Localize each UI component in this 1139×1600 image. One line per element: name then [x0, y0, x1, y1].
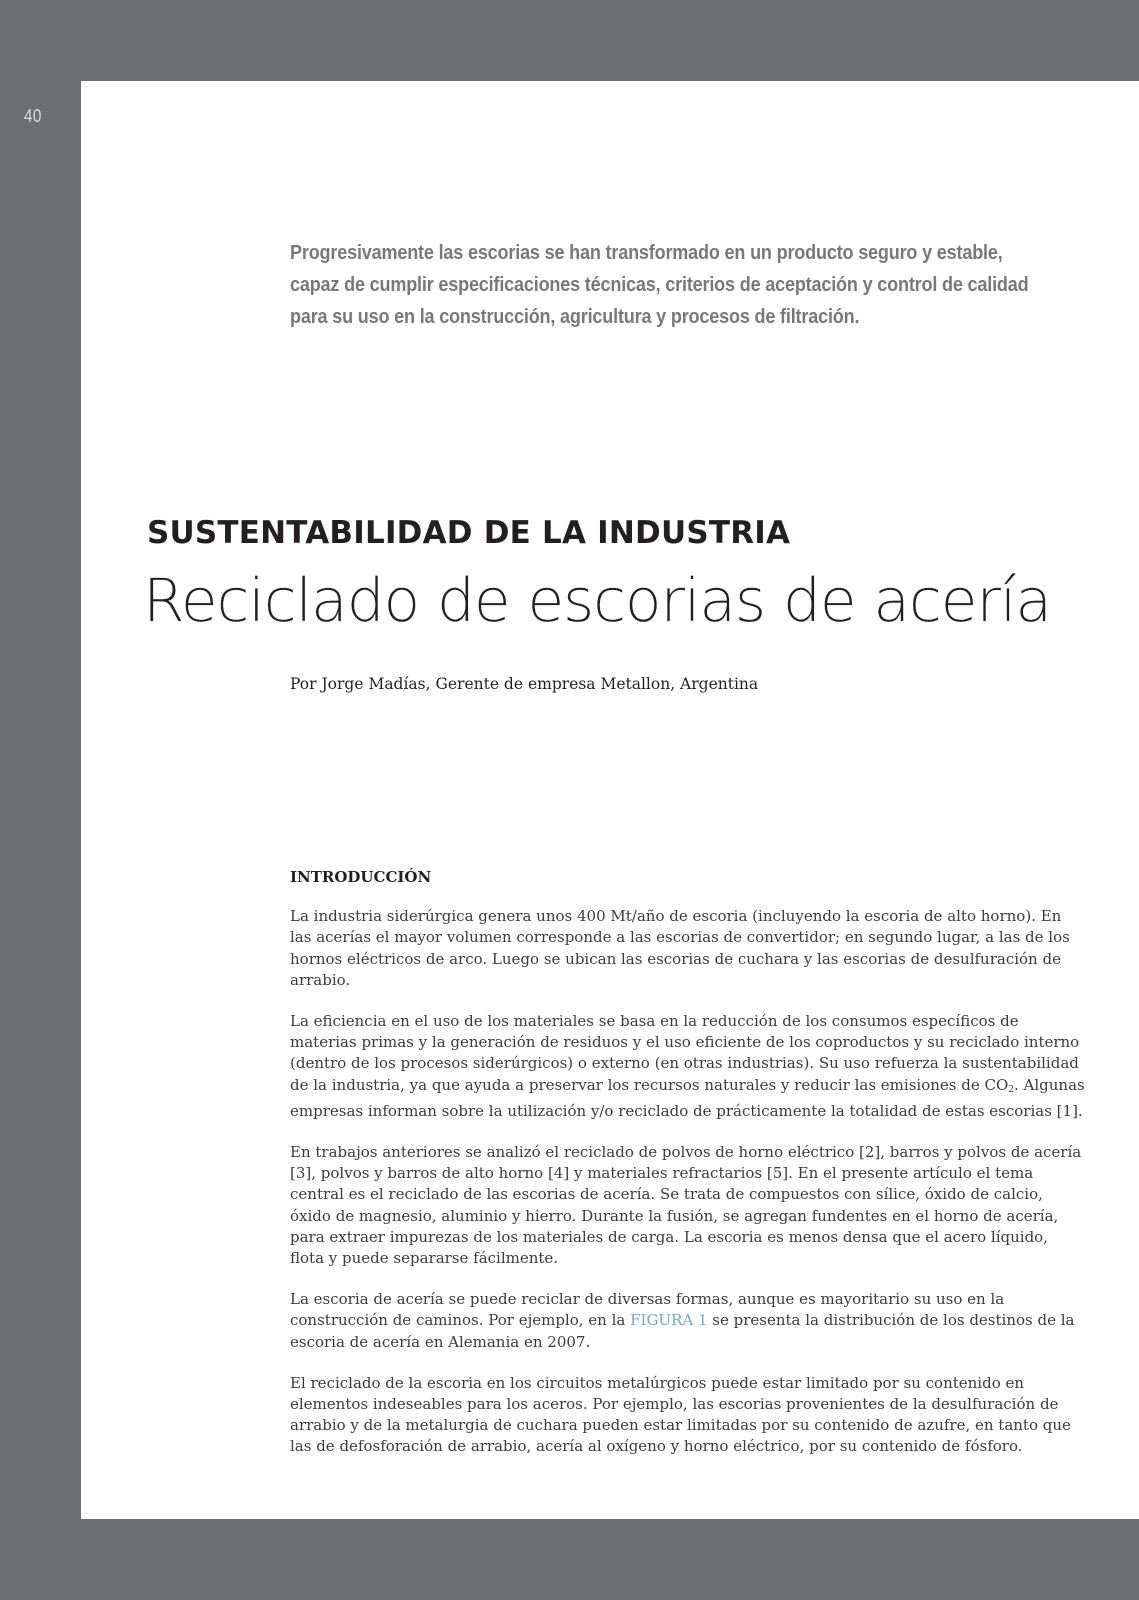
paragraph-5: El reciclado de la escoria en los circuitos metalúrgicos puede estar limitado por su contenido en elementos indeseables para los aceros. Por ejemplo, las escorias provenientes de la desulfuración de arrabio y de la metalurgia de cuchara pueden estar limitadas por su contenido de azufre, en tanto que las de defosforación de arrabio, acería al oxígeno y horno eléctrico, por su contenido de fósforo.: [290, 1373, 1071, 1456]
co2-subscript: 2: [1008, 1084, 1014, 1095]
author-byline: Por Jorge Madías, Gerente de empresa Metallon, Argentina: [290, 675, 759, 693]
lead-paragraph: Progresivamente las escorias se han transformado en un producto seguro y estable, capaz de cumplir especificaciones técnicas, criterios de aceptación y control de calidad para su uso en la construcción, agricultura y procesos de filtración.: [290, 241, 1029, 328]
page-number: 40: [24, 106, 42, 126]
paragraph-2-text: La eficiencia en el uso de los materiales se basa en la reducción de los consumos específicos de materias primas y la generación de residuos y el uso eficiente de los coproductos y su reciclado interno (dentro de los procesos siderúrgicos) o externo (en otras industrias). Su uso refuerza la sustentabilidad de la industria, ya que ayuda a preservar los recursos naturales y reducir las emisiones de CO: [290, 1012, 1080, 1094]
paragraph-4-text: La escoria de acería se puede reciclar de diversas formas, aunque es mayoritario su uso en la construcción de caminos. Por ejemplo, en la: [290, 1290, 1005, 1330]
paragraph-3: En trabajos anteriores se analizó el reciclado de polvos de horno eléctrico [2], barros y polvos de acería [3], polvos y barros de alto horno [4] y materiales refractarios [5]. En el presente artículo el tema central es el reciclado de las escorias de acería. Se trata de compuestos con sílice, óxido de calcio, óxido de magnesio, aluminio y hierro. Durante la fusión, se agregan fundentes en el horno de acería, para extraer impurezas de los materiales de carga. La escoria es menos densa que el acero líquido, flota y puede separarse fácilmente.: [290, 1143, 1082, 1268]
paragraph-4: [290, 1289, 1086, 1353]
section-kicker: SUSTENTABILIDAD DE LA INDUSTRIA: [147, 515, 791, 551]
paragraph-2-text-end: . Algunas empresas informan sobre la utilización y/o reciclado de prácticamente la totalidad de estas escorias [1].: [290, 1075, 1085, 1120]
paragraph-4-text-end: se presenta la distribución de los destinos de la escoria de acería en Alemania en 2007.: [290, 1311, 1075, 1351]
article-body: [290, 867, 1086, 1478]
section-heading: INTRODUCCIÓN: [290, 868, 432, 886]
paragraph-1: La industria siderúrgica genera unos 400 Mt/año de escoria (incluyendo la escoria de alto horno). En las acerías el mayor volumen corresponde a las escorias de convertidor; en segundo lugar, a las de los hornos eléctricos de arco. Luego se ubican las escorias de cuchara y las escorias de desulfuración de arrabio.: [290, 907, 1070, 989]
article-title: Reciclado de escorias de acería: [143, 566, 1051, 636]
paragraph-2: [290, 1011, 1086, 1122]
page-sheet: [81, 81, 1139, 1519]
figure-1-link[interactable]: FIGURA 1: [630, 1311, 708, 1330]
